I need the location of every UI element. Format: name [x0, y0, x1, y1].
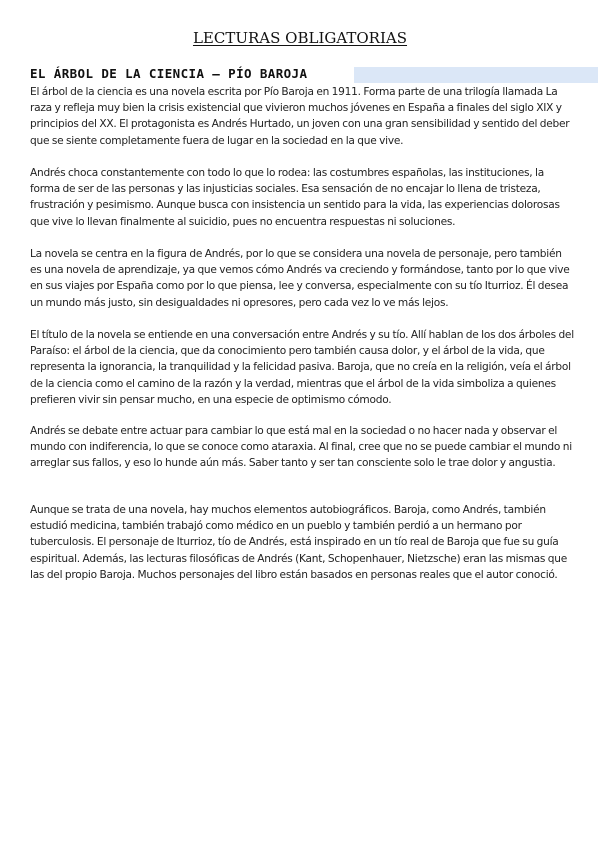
section-heading-text: EL ÁRBOL DE LA CIENCIA – PÍO BAROJA: [30, 66, 308, 81]
document-title: LECTURAS OBLIGATORIAS: [192, 29, 408, 47]
heading-highlight: [354, 67, 598, 83]
paragraph-intro: El árbol de la ciencia es una novela escrita por Pío Baroja en 1911. Forma parte de una trilogía llamada La raza y refleja muy bien la crisis existencial que vivieron muchos jóvenes en España a finales del siglo XIX y principios del XX. El protagonista es Andrés Hurtado, un joven con una gran sensibilidad y sentido del deber que se siente completamente fuera de lugar en la sociedad en la que vive.: [30, 86, 570, 147]
paragraph-autobiographical: Aunque se trata de una novela, hay muchos elementos autobiográficos. Baroja, como Andrés, también estudió medicina, también trabajó como médico en un pueblo y también perdió a un hermano por tuberculosis. El personaje de Iturrioz, tío de Andrés, está inspirado en un tío real de Baroja que fue su guía espiritual. Además, las lecturas filosóficas de Andrés (Kant, Schopenhauer, Nietzsche) eran las mismas que las del propio Baroja. Muchos personajes del libro están basados en personas reales que el autor conoció.: [30, 504, 568, 581]
paragraph-conflict: Andrés choca constantemente con todo lo que lo rodea: las costumbres españolas, las instituciones, la forma de ser de las personas y las injusticias sociales. Esa sensación de no encajar lo llena de tristeza, frustración y pesimismo. Aunque busca con insistencia un sentido para la vida, las experiencias dolorosas que vive lo llevan finalmente al suicidio, pues no encuentra respuestas ni soluciones.: [30, 167, 560, 228]
paragraph-title-meaning: El título de la novela se entiende en una conversación entre Andrés y su tío. Allí hablan de los dos árboles del Paraíso: el árbol de la ciencia, que da conocimiento pero también causa dolor, y el árbol de la vida, que representa la ignorancia, la tranquilidad y la felicidad pasiva. Baroja, que no creía en la religión, veía el árbol de la ciencia como el camino de la razón y la verdad, mientras que el árbol de la vida simboliza a quienes prefieren vivir sin pensar mucho, en una especie de optimismo cómodo.: [30, 329, 574, 406]
paragraph-character-novel: La novela se centra en la figura de Andrés, por lo que se considera una novela de personaje, pero también es una novela de aprendizaje, ya que vemos cómo Andrés va creciendo y formándose, tanto por lo que vive en sus viajes por España como por lo que piensa, lee y conversa, especialmente con su tío Iturrioz. Él desea un mundo más justo, sin desigualdades ni opresores, pero cada vez lo ve más lejos.: [30, 248, 570, 309]
section-heading: [30, 66, 570, 83]
paragraph-ataraxia: Andrés se debate entre actuar para cambiar lo que está mal en la sociedad o no hacer nada y observar el mundo con indiferencia, lo que se conoce como ataraxia. Al final, cree que no se puede cambiar el mundo ni arreglar sus fallos, y eso lo hunde aún más. Saber tanto y ser tan consciente solo le trae dolor y angustia.: [30, 425, 572, 470]
